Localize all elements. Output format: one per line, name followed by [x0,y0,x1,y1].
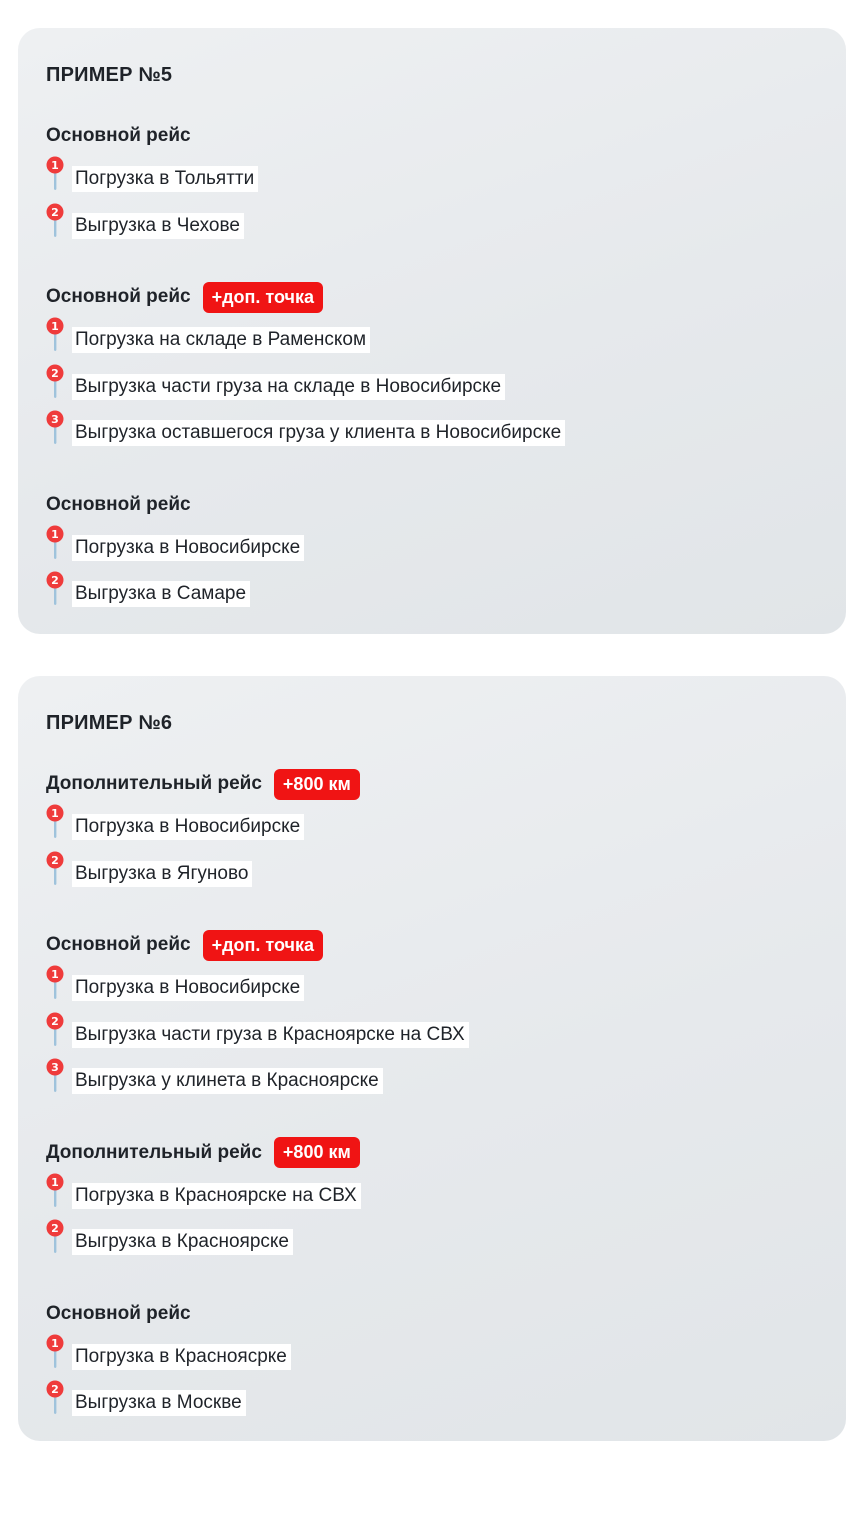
svg-text:2: 2 [51,574,59,588]
stop-list [46,1334,818,1427]
stop-label: Выгрузка в Ягуново [72,861,252,887]
stop-item [46,410,818,457]
stop-list [46,965,818,1105]
map-pin-icon [44,804,66,840]
trip-block [46,489,818,618]
stop-label: Погрузка на складе в Раменском [72,327,370,353]
stop-item [46,1219,818,1266]
map-pin-icon [44,1012,66,1048]
stop-item [46,1012,818,1059]
svg-text:3: 3 [51,1061,59,1075]
trip-name: Основной рейс [46,125,191,146]
stop-label: Погрузка в Красноярске на СВХ [72,1183,361,1209]
stop-label: Погрузка в Новосибирске [72,975,304,1001]
stop-item [46,203,818,250]
trip-block [46,281,818,457]
trip-name: Дополнительный рейс [46,1141,262,1163]
example-card-6 [18,676,846,1441]
stop-item [46,364,818,411]
trip-header [46,1137,818,1169]
trip-badge: +800 км [274,769,360,800]
trip-list [46,120,818,618]
trip-block [46,768,818,897]
stop-item [46,1380,818,1427]
map-pin-icon [44,851,66,887]
example-card-5 [18,28,846,634]
stop-label: Выгрузка в Москве [72,1390,246,1416]
svg-text:2: 2 [51,205,59,219]
stop-label: Выгрузка у клинета в Красноярске [72,1068,383,1094]
map-pin-icon [44,317,66,353]
svg-text:1: 1 [51,320,59,334]
map-pin-icon [44,1058,66,1094]
stop-item [46,851,818,898]
stop-item [46,1334,818,1381]
map-pin-icon [44,525,66,561]
stop-list [46,156,818,249]
trip-badge: +доп. точка [203,930,323,961]
stop-label: Погрузка в Тольятти [72,166,258,192]
svg-text:2: 2 [51,1383,59,1397]
stop-list [46,525,818,618]
map-pin-icon [44,1219,66,1255]
trip-list [46,768,818,1427]
map-pin-icon [44,203,66,239]
stop-label: Выгрузка части груза на складе в Новосибирске [72,374,505,400]
map-pin-icon [44,571,66,607]
map-pin-icon [44,156,66,192]
svg-text:3: 3 [51,413,59,427]
stop-item [46,1058,818,1105]
svg-text:1: 1 [51,968,59,982]
map-pin-icon [44,410,66,446]
trip-header [46,120,818,152]
trip-header [46,489,818,521]
stop-item [46,317,818,364]
map-pin-icon [44,965,66,1001]
stop-label: Выгрузка в Красноярске [72,1229,293,1255]
trip-header [46,768,818,800]
trip-name: Основной рейс [46,1302,191,1324]
stop-label: Погрузка в Новосибирске [72,535,304,561]
map-pin-icon [44,364,66,400]
svg-text:1: 1 [51,807,59,821]
stop-label: Выгрузка в Самаре [72,581,250,607]
map-pin-icon [44,1380,66,1416]
trip-block [46,1298,818,1427]
trip-name: Основной рейс [46,934,191,955]
trip-header [46,1298,818,1330]
trip-badge: +доп. точка [203,282,323,313]
stop-item [46,525,818,572]
map-pin-icon [44,1173,66,1209]
stop-label: Погрузка в Новосибирске [72,814,304,840]
trip-header [46,929,818,961]
trip-block [46,120,818,249]
svg-text:1: 1 [51,1175,59,1189]
trip-name: Дополнительный рейс [46,773,262,794]
map-pin-icon [44,1334,66,1370]
stop-label: Выгрузка в Чехове [72,213,244,239]
stop-list [46,317,818,457]
stop-list [46,804,818,897]
stop-label: Выгрузка части груза в Красноярске на СВХ [72,1022,469,1048]
stop-item [46,965,818,1012]
example-title: ПРИМЕР №6 [46,712,173,734]
trip-name: Основной рейс [46,286,191,307]
svg-text:2: 2 [51,1014,59,1028]
stop-item [46,1173,818,1220]
stop-label: Погрузка в Красноясрке [72,1344,291,1370]
stop-item [46,571,818,618]
svg-text:2: 2 [51,1222,59,1236]
example-title: ПРИМЕР №5 [46,64,173,86]
stop-label: Выгрузка оставшегося груза у клиента в Новосибирске [72,420,565,446]
trip-header [46,281,818,313]
svg-text:1: 1 [51,1336,59,1350]
trip-name: Основной рейс [46,493,191,515]
svg-text:1: 1 [51,527,59,541]
stop-item [46,156,818,203]
svg-text:2: 2 [51,853,59,867]
stop-list [46,1173,818,1266]
trip-badge: +800 км [274,1137,360,1168]
svg-text:1: 1 [51,159,59,173]
trip-block [46,1137,818,1266]
stop-item [46,804,818,851]
trip-block [46,929,818,1105]
svg-text:2: 2 [51,366,59,380]
